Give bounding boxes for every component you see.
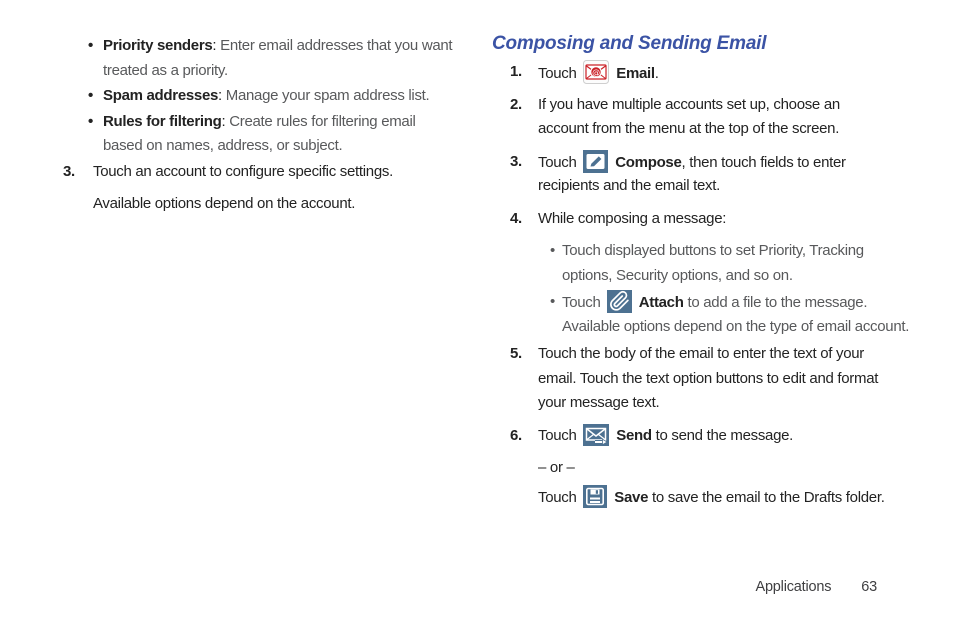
text-line	[538, 117, 950, 142]
bullet-item	[60, 34, 482, 83]
text-line	[538, 207, 950, 232]
text-segment: , then touch fields to enter	[681, 153, 846, 171]
step-item	[492, 342, 950, 416]
step-item	[492, 150, 950, 199]
right-column-blocks	[492, 60, 950, 509]
text-segment: account from the menu at the top of the screen.	[538, 120, 840, 137]
text-segment: based on names, address, or subject.	[103, 137, 343, 154]
text-segment: Available options depend on the type of email account.	[562, 317, 910, 335]
text-segment: Spam addresses	[103, 87, 219, 104]
step-item	[492, 93, 950, 142]
text-segment: options, Security options, and so on.	[562, 266, 793, 284]
text-segment: :	[218, 87, 226, 104]
text-segment: Compose	[611, 153, 682, 171]
page-number: 63	[861, 579, 877, 595]
bullet-marker: •	[550, 293, 555, 310]
bullet-marker: •	[88, 37, 93, 54]
text-segment: Email	[612, 65, 655, 82]
left-column	[60, 33, 482, 217]
step-number: 2.	[510, 95, 522, 113]
step-number: 4.	[510, 209, 522, 227]
save-icon	[583, 485, 607, 508]
text-line	[538, 174, 950, 199]
text-line	[103, 110, 482, 135]
text-line	[538, 456, 950, 481]
text-line	[93, 160, 482, 185]
bullet-marker: •	[88, 112, 93, 130]
bullet-item	[60, 110, 482, 159]
text-line	[538, 60, 950, 85]
step-number: 3.	[510, 152, 522, 170]
text-segment: Rules for filtering	[103, 112, 222, 130]
footer-section-label: Applications	[755, 579, 832, 595]
bullet-marker: •	[88, 87, 93, 104]
svg-text:@: @	[592, 67, 601, 77]
text-segment: Touch	[562, 294, 605, 311]
text-segment: Send	[612, 426, 652, 444]
text-line	[538, 342, 950, 367]
text-block	[60, 192, 482, 217]
text-segment: Touch	[538, 153, 581, 171]
text-segment: While composing a message:	[538, 209, 727, 227]
text-line	[562, 315, 950, 340]
text-line	[103, 34, 482, 59]
text-segment: :	[212, 37, 221, 54]
text-segment: :	[221, 112, 230, 130]
text-segment: Attach	[635, 294, 684, 311]
text-segment: to send the message.	[651, 426, 794, 444]
text-line	[93, 192, 482, 217]
step-item	[492, 207, 950, 232]
bullet-item	[60, 84, 482, 109]
attach-icon	[607, 290, 632, 313]
text-segment: treated as a priority.	[103, 61, 228, 79]
step-item	[492, 60, 950, 85]
text-line	[538, 93, 950, 118]
text-line	[538, 424, 950, 449]
text-block	[492, 485, 950, 510]
step-number: 5.	[510, 345, 522, 362]
step-number: 1.	[510, 63, 522, 80]
text-segment: Touch the body of the email to enter the text of your	[538, 345, 864, 362]
text-segment: email. Touch the text option buttons to edit and format	[538, 369, 879, 387]
text-line	[562, 239, 950, 264]
text-line	[562, 264, 950, 289]
text-segment: Create rules for filtering email	[229, 112, 416, 130]
text-segment: Touch	[538, 65, 581, 82]
text-block	[492, 456, 950, 481]
bullet-marker: •	[550, 242, 555, 259]
text-line	[562, 290, 950, 315]
text-segment: .	[654, 65, 659, 82]
bullet-item	[492, 290, 950, 339]
bullet-item	[492, 239, 950, 288]
text-segment: Enter email addresses that you want	[220, 37, 453, 54]
text-line	[103, 84, 482, 109]
text-segment: Touch	[538, 488, 581, 506]
email-app-icon	[583, 60, 609, 84]
text-segment: recipients and the email text.	[538, 177, 720, 194]
text-line	[538, 367, 950, 392]
text-segment: Save	[610, 488, 649, 506]
text-line	[538, 150, 950, 175]
page-footer	[755, 579, 877, 595]
text-segment: to add a file to the message.	[683, 294, 868, 311]
text-line	[103, 134, 482, 159]
step-number: 6.	[510, 426, 522, 444]
text-segment: Available options depend on the account.	[93, 195, 356, 212]
text-segment: – or –	[538, 459, 575, 476]
right-column	[492, 30, 950, 509]
step-item	[60, 160, 482, 185]
text-line	[103, 59, 482, 84]
text-segment: Manage your spam address list.	[225, 87, 430, 104]
compose-icon	[583, 150, 608, 173]
text-segment: Priority senders	[103, 37, 213, 54]
text-segment: your message text.	[538, 394, 660, 411]
step-number: 3.	[63, 162, 75, 180]
text-segment: Touch displayed buttons to set Priority, Tracking	[562, 242, 864, 259]
text-segment: If you have multiple accounts set up, choose an	[538, 95, 840, 113]
text-segment: to save the email to the Drafts folder.	[648, 488, 885, 506]
send-icon	[583, 424, 609, 446]
text-segment: Touch an account to configure specific settings.	[93, 162, 393, 180]
text-line	[538, 391, 950, 416]
text-segment: Touch	[538, 426, 581, 444]
text-line	[538, 485, 950, 510]
section-heading: Composing and Sending Email	[492, 33, 767, 54]
step-item	[492, 424, 950, 449]
